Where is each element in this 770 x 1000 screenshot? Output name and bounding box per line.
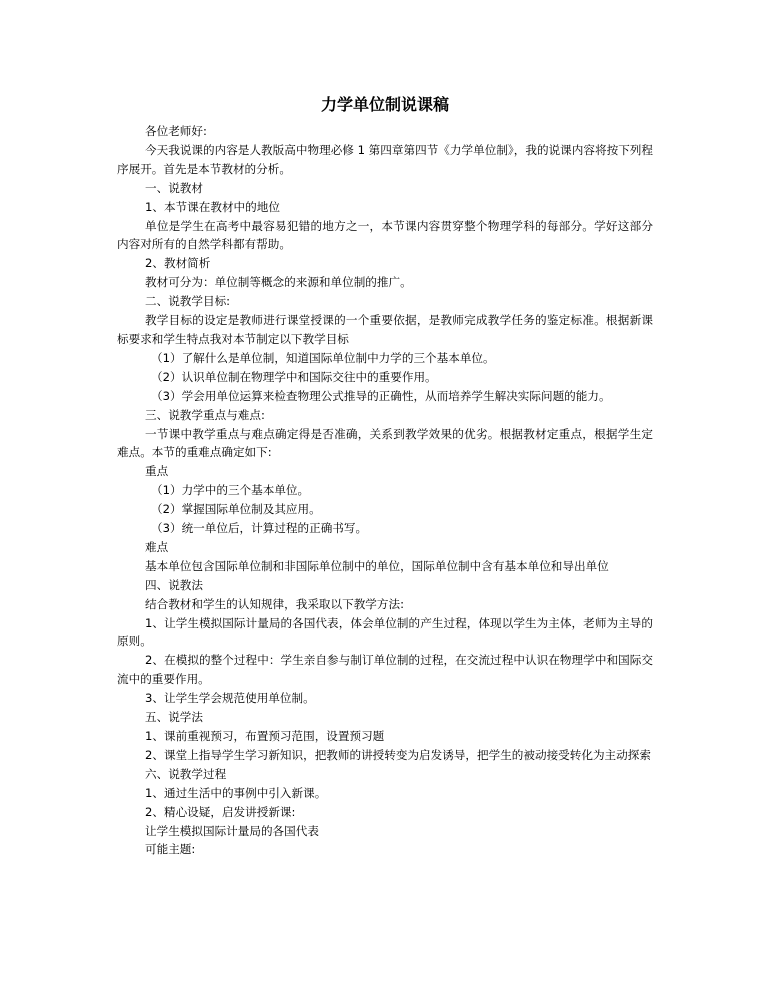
paragraph: 1、本节课在教材中的地位 xyxy=(145,199,280,214)
list-item: （1）了解什么是单位制，知道国际单位制中力学的三个基本单位。 xyxy=(151,350,495,365)
paragraph: 六、说教学过程 xyxy=(145,766,227,781)
paragraph: 难点 xyxy=(145,539,169,554)
paragraph: 单位是学生在高考中最容易犯错的地方之一，本节课内容贯穿整个物理学科的每部分。学好这部分内容对所有的自然学科都有帮助。 xyxy=(117,218,653,252)
paragraph: 各位老师好: xyxy=(145,124,207,138)
list-item: （3）统一单位后，计算过程的正确书写。 xyxy=(151,521,368,536)
paragraph: 一节课中教学重点与难点确定得是否准确，关系到教学效果的优劣。根据教材定重点，根据学生定难点。本节的重难点确定如下: xyxy=(117,426,653,460)
paragraph: 2、精心设疑，启发讲授新课: xyxy=(145,804,296,819)
paragraph: 重点 xyxy=(145,464,169,479)
paragraph: 2、课堂上指导学生学习新知识，把教师的讲授转变为启发诱导，把学生的被动接受转化为主动探索 xyxy=(145,747,651,762)
paragraph: 基本单位包含国际单位制和非国际单位制中的单位，国际单位制中含有基本单位和导出单位 xyxy=(145,558,609,573)
document-title: 力学单位制说课稿 xyxy=(320,95,449,114)
document-body xyxy=(117,122,653,859)
paragraph: 一、说教材 xyxy=(145,180,203,195)
list-item: （2）认识单位制在物理学中和国际交往中的重要作用。 xyxy=(151,369,437,384)
paragraph: 可能主题: xyxy=(145,842,196,857)
paragraph: 二、说教学目标: xyxy=(145,294,231,309)
paragraph: 今天我说课的内容是人教版高中物理必修 1 第四章第四节《力学单位制》，我的说课内容将按下列程序展开。首先是本节教材的分析。 xyxy=(117,142,653,176)
list-item: （3）学会用单位运算来检查物理公式推导的正确性，从而培养学生解决实际问题的能力。 xyxy=(151,388,611,403)
paragraph: 1、让学生模拟国际计量局的各国代表，体会单位制的产生过程，体现以学生为主体，老师为主导的原则。 xyxy=(117,615,653,649)
paragraph: 2、在模拟的整个过程中：学生亲自参与制订单位制的过程，在交流过程中认识在物理学中和国际交流中的重要作用。 xyxy=(117,653,653,687)
paragraph: 四、说教法 xyxy=(145,577,203,592)
paragraph: 1、通过生活中的事例中引入新课。 xyxy=(145,785,327,800)
paragraph: 结合教材和学生的认知规律，我采取以下教学方法: xyxy=(145,596,404,611)
paragraph: 教学目标的设定是教师进行课堂授课的一个重要依据，是教师完成教学任务的鉴定标准。根据新课标要求和学生特点我对本节制定以下教学目标 xyxy=(117,313,653,346)
paragraph: 1、课前重视预习，布置预习范围，设置预习题 xyxy=(145,729,385,743)
paragraph: 2、教材简析 xyxy=(145,256,211,271)
list-item: （2）掌握国际单位制及其应用。 xyxy=(151,502,321,517)
paragraph: 让学生模拟国际计量局的各国代表 xyxy=(145,823,319,838)
paragraph: 三、说教学重点与难点: xyxy=(145,407,265,422)
paragraph: 教材可分为：单位制等概念的来源和单位制的推广。 xyxy=(145,275,412,290)
paragraph: 五、说学法 xyxy=(145,710,203,725)
list-item: （1）力学中的三个基本单位。 xyxy=(151,483,310,498)
paragraph: 3、让学生学会规范使用单位制。 xyxy=(145,691,315,706)
